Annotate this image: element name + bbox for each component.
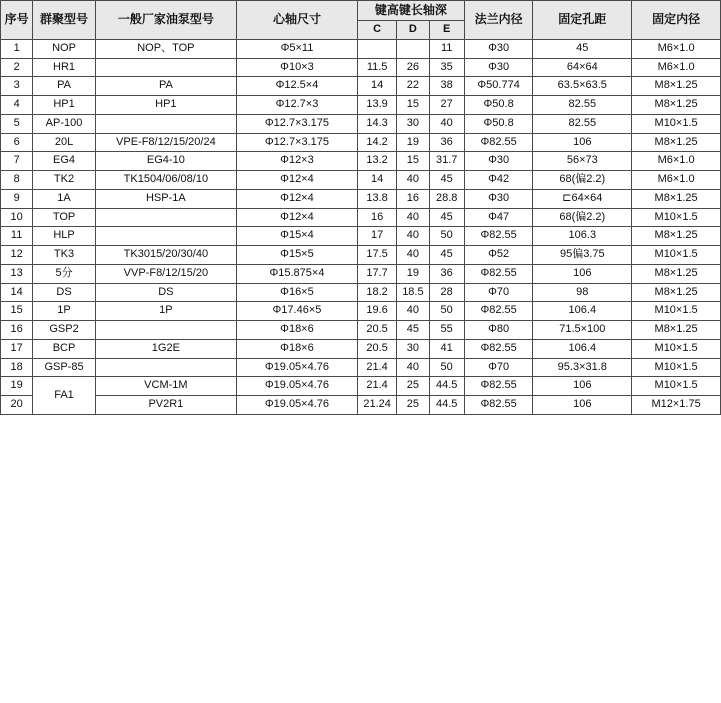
cell-fix: M8×1.25 bbox=[632, 133, 721, 152]
cell-c: 13.8 bbox=[357, 189, 396, 208]
cell-seq: 18 bbox=[1, 358, 33, 377]
cell-e: 45 bbox=[429, 246, 464, 265]
cell-fix: M6×1.0 bbox=[632, 152, 721, 171]
cell-fix: M10×1.5 bbox=[632, 302, 721, 321]
cell-fix: M12×1.75 bbox=[632, 396, 721, 415]
cell-d: 45 bbox=[397, 321, 429, 340]
cell-hole: 98 bbox=[533, 283, 632, 302]
cell-e: 40 bbox=[429, 114, 464, 133]
cell-flange: Φ82.55 bbox=[464, 264, 533, 283]
cell-group: 1P bbox=[33, 302, 96, 321]
cell-flange: Φ82.55 bbox=[464, 302, 533, 321]
cell-fix: M10×1.5 bbox=[632, 246, 721, 265]
cell-group: AP-100 bbox=[33, 114, 96, 133]
cell-e: 28 bbox=[429, 283, 464, 302]
table-row bbox=[1, 189, 721, 208]
cell-shaft: Φ15×4 bbox=[236, 227, 357, 246]
cell-hole: 106 bbox=[533, 396, 632, 415]
cell-group: GSP-85 bbox=[33, 358, 96, 377]
cell-flange: Φ42 bbox=[464, 171, 533, 190]
table-row bbox=[1, 171, 721, 190]
cell-flange: Φ80 bbox=[464, 321, 533, 340]
cell-fix: M10×1.5 bbox=[632, 114, 721, 133]
cell-e: 44.5 bbox=[429, 396, 464, 415]
cell-seq: 4 bbox=[1, 96, 33, 115]
cell-fix: M6×1.0 bbox=[632, 171, 721, 190]
cell-model bbox=[95, 358, 236, 377]
cell-flange: Φ47 bbox=[464, 208, 533, 227]
cell-c: 19.6 bbox=[357, 302, 396, 321]
table-row bbox=[1, 77, 721, 96]
cell-fix: M10×1.5 bbox=[632, 358, 721, 377]
cell-c: 17.5 bbox=[357, 246, 396, 265]
cell-group: GSP2 bbox=[33, 321, 96, 340]
column-header-flange: 法兰内径 bbox=[464, 1, 533, 40]
cell-fix: M8×1.25 bbox=[632, 77, 721, 96]
cell-e: 50 bbox=[429, 302, 464, 321]
cell-model bbox=[95, 321, 236, 340]
cell-flange: Φ82.55 bbox=[464, 339, 533, 358]
cell-flange: Φ70 bbox=[464, 358, 533, 377]
cell-e: 11 bbox=[429, 39, 464, 58]
table-row bbox=[1, 396, 721, 415]
cell-group: 20L bbox=[33, 133, 96, 152]
table-row bbox=[1, 208, 721, 227]
table-row bbox=[1, 377, 721, 396]
cell-hole: 95.3×31.8 bbox=[533, 358, 632, 377]
cell-seq: 14 bbox=[1, 283, 33, 302]
cell-group: HP1 bbox=[33, 96, 96, 115]
cell-shaft: Φ12×3 bbox=[236, 152, 357, 171]
cell-hole: 63.5×63.5 bbox=[533, 77, 632, 96]
cell-shaft: Φ16×5 bbox=[236, 283, 357, 302]
cell-seq: 5 bbox=[1, 114, 33, 133]
cell-c: 13.2 bbox=[357, 152, 396, 171]
cell-model: 1G2E bbox=[95, 339, 236, 358]
cell-hole: 56×73 bbox=[533, 152, 632, 171]
cell-seq: 11 bbox=[1, 227, 33, 246]
cell-flange: Φ50.774 bbox=[464, 77, 533, 96]
cell-flange: Φ30 bbox=[464, 152, 533, 171]
cell-seq: 3 bbox=[1, 77, 33, 96]
cell-model bbox=[95, 114, 236, 133]
cell-model: DS bbox=[95, 283, 236, 302]
cell-group: TK3 bbox=[33, 246, 96, 265]
cell-shaft: Φ12×4 bbox=[236, 189, 357, 208]
cell-c: 13.9 bbox=[357, 96, 396, 115]
cell-model: 1P bbox=[95, 302, 236, 321]
cell-shaft: Φ12×4 bbox=[236, 208, 357, 227]
cell-shaft: Φ19.05×4.76 bbox=[236, 358, 357, 377]
column-header-cone-group: 键高键长轴深 bbox=[357, 1, 464, 21]
cell-group: 1A bbox=[33, 189, 96, 208]
cell-shaft: Φ12.5×4 bbox=[236, 77, 357, 96]
table-header bbox=[1, 1, 721, 40]
cell-hole: 68(偏2.2) bbox=[533, 171, 632, 190]
cell-e: 28.8 bbox=[429, 189, 464, 208]
cell-seq: 17 bbox=[1, 339, 33, 358]
cell-seq: 15 bbox=[1, 302, 33, 321]
cell-model: HP1 bbox=[95, 96, 236, 115]
cell-hole: 106 bbox=[533, 264, 632, 283]
header-row-main bbox=[1, 1, 721, 21]
cell-seq: 7 bbox=[1, 152, 33, 171]
cell-e: 38 bbox=[429, 77, 464, 96]
cell-shaft: Φ17.46×5 bbox=[236, 302, 357, 321]
cell-e: 50 bbox=[429, 358, 464, 377]
cell-d bbox=[397, 39, 429, 58]
cell-c: 20.5 bbox=[357, 339, 396, 358]
cell-c bbox=[357, 39, 396, 58]
cell-c: 11.5 bbox=[357, 58, 396, 77]
cell-d: 15 bbox=[397, 152, 429, 171]
table-row bbox=[1, 264, 721, 283]
cell-group: BCP bbox=[33, 339, 96, 358]
cell-c: 17 bbox=[357, 227, 396, 246]
cell-fix: M8×1.25 bbox=[632, 283, 721, 302]
cell-hole: 82.55 bbox=[533, 114, 632, 133]
cell-flange: Φ52 bbox=[464, 246, 533, 265]
cell-flange: Φ82.55 bbox=[464, 227, 533, 246]
cell-flange: Φ30 bbox=[464, 39, 533, 58]
cell-d: 25 bbox=[397, 396, 429, 415]
cell-seq: 10 bbox=[1, 208, 33, 227]
cell-shaft: Φ12.7×3 bbox=[236, 96, 357, 115]
cell-e: 36 bbox=[429, 264, 464, 283]
cell-hole: 82.55 bbox=[533, 96, 632, 115]
cell-d: 40 bbox=[397, 302, 429, 321]
cell-shaft: Φ18×6 bbox=[236, 321, 357, 340]
cell-e: 41 bbox=[429, 339, 464, 358]
cell-seq: 2 bbox=[1, 58, 33, 77]
cell-group: EG4 bbox=[33, 152, 96, 171]
cell-e: 27 bbox=[429, 96, 464, 115]
cell-d: 30 bbox=[397, 114, 429, 133]
column-header-fix: 固定内径 bbox=[632, 1, 721, 40]
cell-shaft: Φ15×5 bbox=[236, 246, 357, 265]
cell-d: 26 bbox=[397, 58, 429, 77]
cell-model: EG4-10 bbox=[95, 152, 236, 171]
cell-d: 19 bbox=[397, 264, 429, 283]
cell-fix: M10×1.5 bbox=[632, 339, 721, 358]
table-row bbox=[1, 227, 721, 246]
table-row bbox=[1, 133, 721, 152]
cell-c: 21.24 bbox=[357, 396, 396, 415]
cell-c: 20.5 bbox=[357, 321, 396, 340]
column-header-e: E bbox=[429, 21, 464, 40]
cell-model: VPE-F8/12/15/20/24 bbox=[95, 133, 236, 152]
cell-model bbox=[95, 227, 236, 246]
cell-group: FA1 bbox=[33, 377, 96, 415]
cell-model: PA bbox=[95, 77, 236, 96]
cell-d: 16 bbox=[397, 189, 429, 208]
cell-flange: Φ30 bbox=[464, 58, 533, 77]
cell-hole: 106.4 bbox=[533, 339, 632, 358]
table-row bbox=[1, 39, 721, 58]
cell-d: 22 bbox=[397, 77, 429, 96]
cell-c: 14.2 bbox=[357, 133, 396, 152]
cell-model bbox=[95, 208, 236, 227]
cell-c: 14 bbox=[357, 77, 396, 96]
cell-fix: M6×1.0 bbox=[632, 58, 721, 77]
cell-fix: M10×1.5 bbox=[632, 377, 721, 396]
cell-hole: 106 bbox=[533, 377, 632, 396]
table-row bbox=[1, 283, 721, 302]
table-row bbox=[1, 321, 721, 340]
cell-e: 31.7 bbox=[429, 152, 464, 171]
table-row bbox=[1, 358, 721, 377]
cell-shaft: Φ12×4 bbox=[236, 171, 357, 190]
cell-flange: Φ82.55 bbox=[464, 396, 533, 415]
cell-group: DS bbox=[33, 283, 96, 302]
cell-fix: M8×1.25 bbox=[632, 321, 721, 340]
cell-d: 19 bbox=[397, 133, 429, 152]
cell-d: 40 bbox=[397, 358, 429, 377]
cell-flange: Φ50.8 bbox=[464, 96, 533, 115]
cell-shaft: Φ12.7×3.175 bbox=[236, 133, 357, 152]
column-header-d: D bbox=[397, 21, 429, 40]
column-header-c: C bbox=[357, 21, 396, 40]
table-row bbox=[1, 58, 721, 77]
cell-flange: Φ82.55 bbox=[464, 377, 533, 396]
cell-c: 18.2 bbox=[357, 283, 396, 302]
cell-hole: 106 bbox=[533, 133, 632, 152]
cell-model: NOP、TOP bbox=[95, 39, 236, 58]
cell-seq: 6 bbox=[1, 133, 33, 152]
table-row bbox=[1, 302, 721, 321]
cell-shaft: Φ18×6 bbox=[236, 339, 357, 358]
cell-c: 16 bbox=[357, 208, 396, 227]
cell-seq: 20 bbox=[1, 396, 33, 415]
cell-shaft: Φ19.05×4.76 bbox=[236, 396, 357, 415]
table-row bbox=[1, 152, 721, 171]
cell-hole: 68(偏2.2) bbox=[533, 208, 632, 227]
cell-shaft: Φ19.05×4.76 bbox=[236, 377, 357, 396]
cell-shaft: Φ10×3 bbox=[236, 58, 357, 77]
column-header-model: 一般厂家油泵型号 bbox=[95, 1, 236, 40]
cell-e: 45 bbox=[429, 171, 464, 190]
cell-flange: Φ30 bbox=[464, 189, 533, 208]
cell-shaft: Φ5×11 bbox=[236, 39, 357, 58]
cell-seq: 9 bbox=[1, 189, 33, 208]
cell-c: 17.7 bbox=[357, 264, 396, 283]
cell-e: 50 bbox=[429, 227, 464, 246]
cell-model: VVP-F8/12/15/20 bbox=[95, 264, 236, 283]
cell-hole: 106.4 bbox=[533, 302, 632, 321]
cell-flange: Φ50.8 bbox=[464, 114, 533, 133]
cell-group: PA bbox=[33, 77, 96, 96]
cell-fix: M6×1.0 bbox=[632, 39, 721, 58]
cell-group: TOP bbox=[33, 208, 96, 227]
cell-group: TK2 bbox=[33, 171, 96, 190]
column-header-group: 群聚型号 bbox=[33, 1, 96, 40]
cell-c: 21.4 bbox=[357, 377, 396, 396]
cell-hole: 45 bbox=[533, 39, 632, 58]
cell-c: 14 bbox=[357, 171, 396, 190]
cell-shaft: Φ12.7×3.175 bbox=[236, 114, 357, 133]
cell-group: 5分 bbox=[33, 264, 96, 283]
cell-fix: M8×1.25 bbox=[632, 96, 721, 115]
cell-e: 36 bbox=[429, 133, 464, 152]
cell-group: HR1 bbox=[33, 58, 96, 77]
table-row bbox=[1, 114, 721, 133]
cell-seq: 1 bbox=[1, 39, 33, 58]
cell-seq: 19 bbox=[1, 377, 33, 396]
cell-group: HLP bbox=[33, 227, 96, 246]
cell-hole: 71.5×100 bbox=[533, 321, 632, 340]
cell-e: 45 bbox=[429, 208, 464, 227]
cell-d: 30 bbox=[397, 339, 429, 358]
cell-hole: 95偏3.75 bbox=[533, 246, 632, 265]
cell-d: 40 bbox=[397, 208, 429, 227]
cell-group: NOP bbox=[33, 39, 96, 58]
cell-hole: ⊏64×64 bbox=[533, 189, 632, 208]
cell-model: TK3015/20/30/40 bbox=[95, 246, 236, 265]
cell-e: 44.5 bbox=[429, 377, 464, 396]
cell-seq: 16 bbox=[1, 321, 33, 340]
cell-shaft: Φ15.875×4 bbox=[236, 264, 357, 283]
cell-e: 35 bbox=[429, 58, 464, 77]
cell-seq: 13 bbox=[1, 264, 33, 283]
column-header-shaft: 心轴尺寸 bbox=[236, 1, 357, 40]
table-row bbox=[1, 339, 721, 358]
table-body bbox=[1, 39, 721, 414]
cell-d: 40 bbox=[397, 227, 429, 246]
cell-seq: 8 bbox=[1, 171, 33, 190]
cell-model: PV2R1 bbox=[95, 396, 236, 415]
cell-model: TK1504/06/08/10 bbox=[95, 171, 236, 190]
cell-e: 55 bbox=[429, 321, 464, 340]
cell-d: 40 bbox=[397, 246, 429, 265]
cell-seq: 12 bbox=[1, 246, 33, 265]
cell-model: VCM-1M bbox=[95, 377, 236, 396]
cell-flange: Φ82.55 bbox=[464, 133, 533, 152]
column-header-hole: 固定孔距 bbox=[533, 1, 632, 40]
cell-hole: 106.3 bbox=[533, 227, 632, 246]
cell-fix: M8×1.25 bbox=[632, 264, 721, 283]
cell-fix: M8×1.25 bbox=[632, 227, 721, 246]
cell-model: HSP-1A bbox=[95, 189, 236, 208]
cell-c: 21.4 bbox=[357, 358, 396, 377]
cell-fix: M8×1.25 bbox=[632, 189, 721, 208]
cell-fix: M10×1.5 bbox=[632, 208, 721, 227]
cell-flange: Φ70 bbox=[464, 283, 533, 302]
cell-hole: 64×64 bbox=[533, 58, 632, 77]
cell-d: 18.5 bbox=[397, 283, 429, 302]
cell-d: 15 bbox=[397, 96, 429, 115]
cell-d: 25 bbox=[397, 377, 429, 396]
column-header-seq: 序号 bbox=[1, 1, 33, 40]
table-row bbox=[1, 96, 721, 115]
cell-model bbox=[95, 58, 236, 77]
table-row bbox=[1, 246, 721, 265]
cell-d: 40 bbox=[397, 171, 429, 190]
cell-c: 14.3 bbox=[357, 114, 396, 133]
